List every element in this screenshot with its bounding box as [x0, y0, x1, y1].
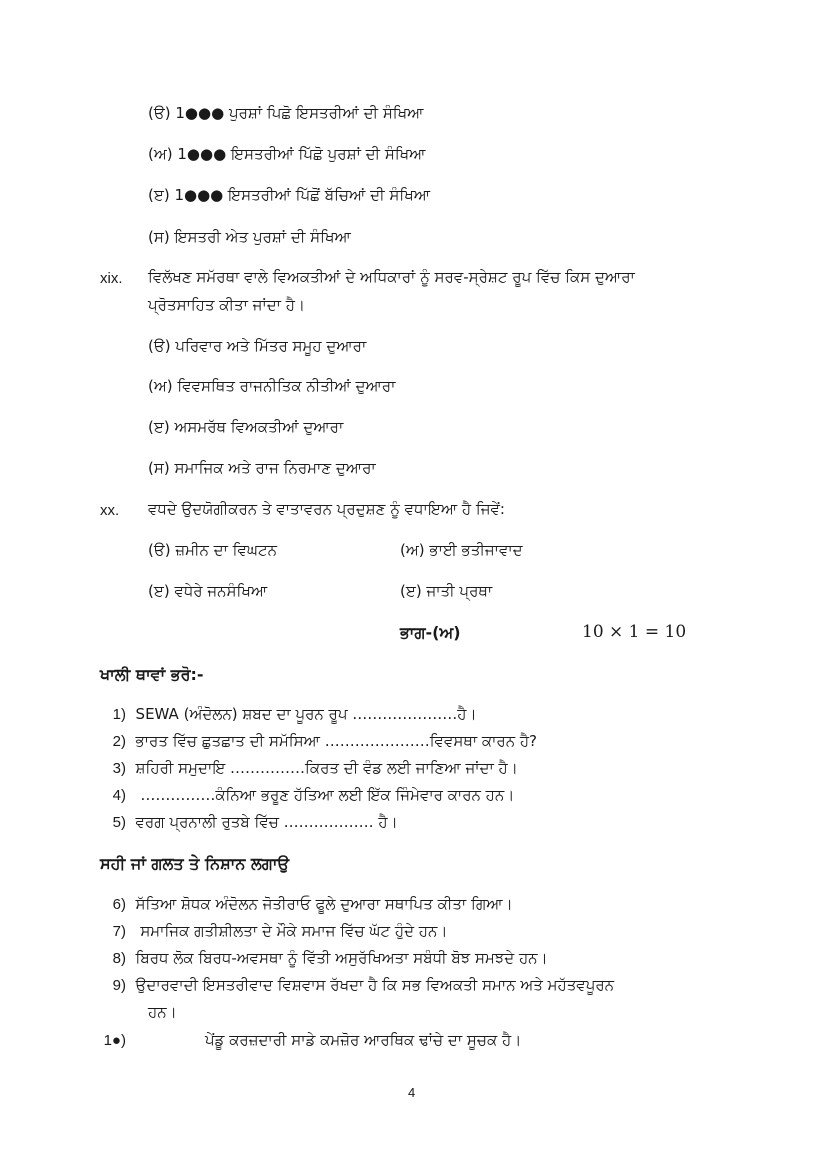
option-b: (ਅ) 1●●● ਇਸਤਰੀਆਂ ਪਿੱਛੋ ਪੁਰਸ਼ਾਂ ਦੀ ਸੰਖਿਆ	[148, 145, 426, 163]
item-number: 6)	[112, 896, 126, 913]
item-text: ਉਦਾਰਵਾਦੀ ਇਸਤਰੀਵਾਦ ਵਿਸ਼ਵਾਸ ਰੱਖਦਾ ਹੈ ਕਿ ਸਭ ਵਿਅਕਤੀ ਸਮਾਨ ਅਤੇ ਮਹੱਤਵਪੂਰਨ	[135, 976, 615, 994]
option-a: (ੳ) 1●●● ਪੁਰਸ਼ਾਂ ਪਿਛੋ ਇਸਤਰੀਆਂ ਦੀ ਸੰਖਿਆ	[148, 104, 424, 122]
question-text: ਵਿਲੱਖਣ ਸਮੱਰਥਾ ਵਾਲੇ ਵਿਅਕਤੀਆਂ ਦੇ ਅਧਿਕਾਰਾਂ ਨੂੰ ਸਰਵ-ਸ੍ਰੇਸ਼ਟ ਰੂਪ ਵਿੱਚ ਕਿਸ ਦੁਆਰਾ	[148, 268, 635, 286]
section-label: ਭਾਗ-(ਅ)	[400, 623, 461, 642]
item-number: 5)	[112, 814, 126, 831]
item-number: 8)	[112, 950, 126, 967]
list-item	[96, 813, 398, 831]
option-b: (ਅ) ਵਿਵਸਥਿਤ ਰਾਜਨੀਤਿਕ ਨੀਤੀਆਂ ਦੁਆਰਾ	[148, 377, 396, 395]
question-number: xix.	[100, 270, 123, 287]
item-number: 4)	[112, 787, 126, 804]
option-c: (ੲ) 1●●● ਇਸਤਰੀਆਂ ਪਿੱਛੋਂ ਬੱਚਿਆਂ ਦੀ ਸੰਖਿਆ	[148, 186, 431, 204]
item-text-cont: ਹਨ।	[148, 1003, 177, 1021]
item-text: ਪੇਂਡੂ ਕਰਜ਼ਦਾਰੀ ਸਾਡੇ ਕਮਜ਼ੋਰ ਆਰਥਿਕ ਢਾਂਚੇ ਦਾ ਸੂਚਕ ਹੈ।	[205, 1031, 522, 1049]
item-number: 1)	[112, 706, 126, 723]
option-a: (ੳ) ਜ਼ਮੀਨ ਦਾ ਵਿਘਟਨ	[148, 541, 278, 559]
question-number: xx.	[100, 502, 120, 519]
list-item	[96, 759, 518, 777]
item-text: ਸੱਤਿਆ ਸ਼ੋਧਕ ਅੰਦੋਲਨ ਜੋਤੀਰਾਓ ਫੂਲੇ ਦੁਆਰਾ ਸਥਾਪਿਤ ਕੀਤਾ ਗਿਆ।	[135, 895, 513, 913]
item-text: ਵਰਗ ਪ੍ਰਨਾਲੀ ਰੁਤਬੇ ਵਿੱਚ ……………… ਹੈ।	[135, 813, 398, 831]
item-number: 2)	[112, 733, 126, 750]
section-marks: 10 × 1 = 10	[582, 622, 687, 642]
item-text: SEWA (ਅੰਦੋਲਨ) ਸ਼ਬਦ ਦਾ ਪੂਰਨ ਰੂਪ …………………ਹੈ।	[135, 705, 477, 723]
question-text-cont: ਪ੍ਰੋਤਸਾਹਿਤ ਕੀਤਾ ਜਾਂਦਾ ਹੈ।	[148, 296, 306, 314]
list-item	[96, 1031, 126, 1049]
item-text: ਸਮਾਜਿਕ ਗਤੀਸ਼ੀਲਤਾ ਦੇ ਮੌਕੇ ਸਮਾਜ ਵਿੱਚ ਘੱਟ ਹੁੰਦੇ ਹਨ।	[135, 922, 448, 940]
option-d: (ਸ) ਇਸਤਰੀ ਅੇਤ ਪੁਰਸ਼ਾਂ ਦੀ ਸੰਖਿਆ	[148, 228, 351, 246]
list-item	[96, 705, 477, 723]
list-item	[96, 976, 614, 994]
list-item	[96, 786, 514, 804]
list-item	[96, 922, 447, 940]
item-text: ……………ਕੰਨਿਆ ਭਰੂਣ ਹੱਤਿਆ ਲਈ ਇੱਕ ਜਿੰਮੇਵਾਰ ਕਾਰਨ ਹਨ।	[135, 786, 515, 804]
option-d: (ਸ) ਸਮਾਜਿਕ ਅਤੇ ਰਾਜ ਨਿਰਮਾਣ ਦੁਆਰਾ	[148, 459, 376, 477]
section-heading-true-false: ਸਹੀ ਜਾਂ ਗਲਤ ਤੇ ਨਿਸ਼ਾਨ ਲਗਾਉ	[100, 854, 290, 873]
item-text: ਭਾਰਤ ਵਿੱਚ ਛੁਤਛਾਤ ਦੀ ਸਮੱਸਿਆ …………………ਵਿਵਸਥਾ ਕਾਰਨ ਹੈ?	[135, 732, 538, 750]
option-c: (ੲ) ਵਧੇਰੇ ਜਨਸੰਖਿਆ	[148, 582, 268, 600]
option-d: (ੲ) ਜਾਤੀ ਪ੍ਰਥਾ	[400, 582, 493, 600]
item-number: 3)	[112, 760, 126, 777]
item-number: 9)	[112, 977, 126, 994]
option-b: (ਅ) ਭਾਈ ਭਤੀਜਾਵਾਦ	[400, 541, 523, 559]
option-c: (ੲ) ਅਸਮਰੱਥ ਵਿਅਕਤੀਆਂ ਦੁਆਰਾ	[148, 418, 344, 436]
item-text: ਸ਼ਹਿਰੀ ਸਮੁਦਾਇ ……………ਕਿਰਤ ਦੀ ਵੰਡ ਲਈ ਜਾਣਿਆ ਜਾਂਦਾ ਹੈ।	[135, 759, 518, 777]
list-item	[96, 949, 548, 967]
section-heading-fill-blanks: ਖਾਲੀ ਥਾਵਾਂ ਭਰੋ:-	[100, 665, 204, 684]
item-text: ਬਿਰਧ ਲੋਕ ਬਿਰਧ-ਅਵਸਥਾ ਨੂੰ ਵਿੱਤੀ ਅਸੁਰੱਖਿਅਤਾ ਸਬੰਧੀ ਬੋਝ ਸਮਝਦੇ ਹਨ।	[135, 949, 548, 967]
item-number: 1●)	[103, 1032, 126, 1049]
item-number: 7)	[112, 923, 126, 940]
question-text: ਵਧਦੇ ਉਦਯੋਗੀਕਰਨ ਤੇ ਵਾਤਾਵਰਨ ਪ੍ਰਦੁਸ਼ਣ ਨੂੰ ਵਧਾਇਆ ਹੈ ਜਿਵੇਂ:	[148, 500, 505, 518]
list-item	[96, 732, 537, 750]
list-item	[96, 895, 513, 913]
page-number: 4	[408, 1085, 416, 1100]
option-a: (ੳ) ਪਰਿਵਾਰ ਅਤੇ ਮਿੱਤਰ ਸਮੂਹ ਦੁਆਰਾ	[148, 337, 367, 355]
